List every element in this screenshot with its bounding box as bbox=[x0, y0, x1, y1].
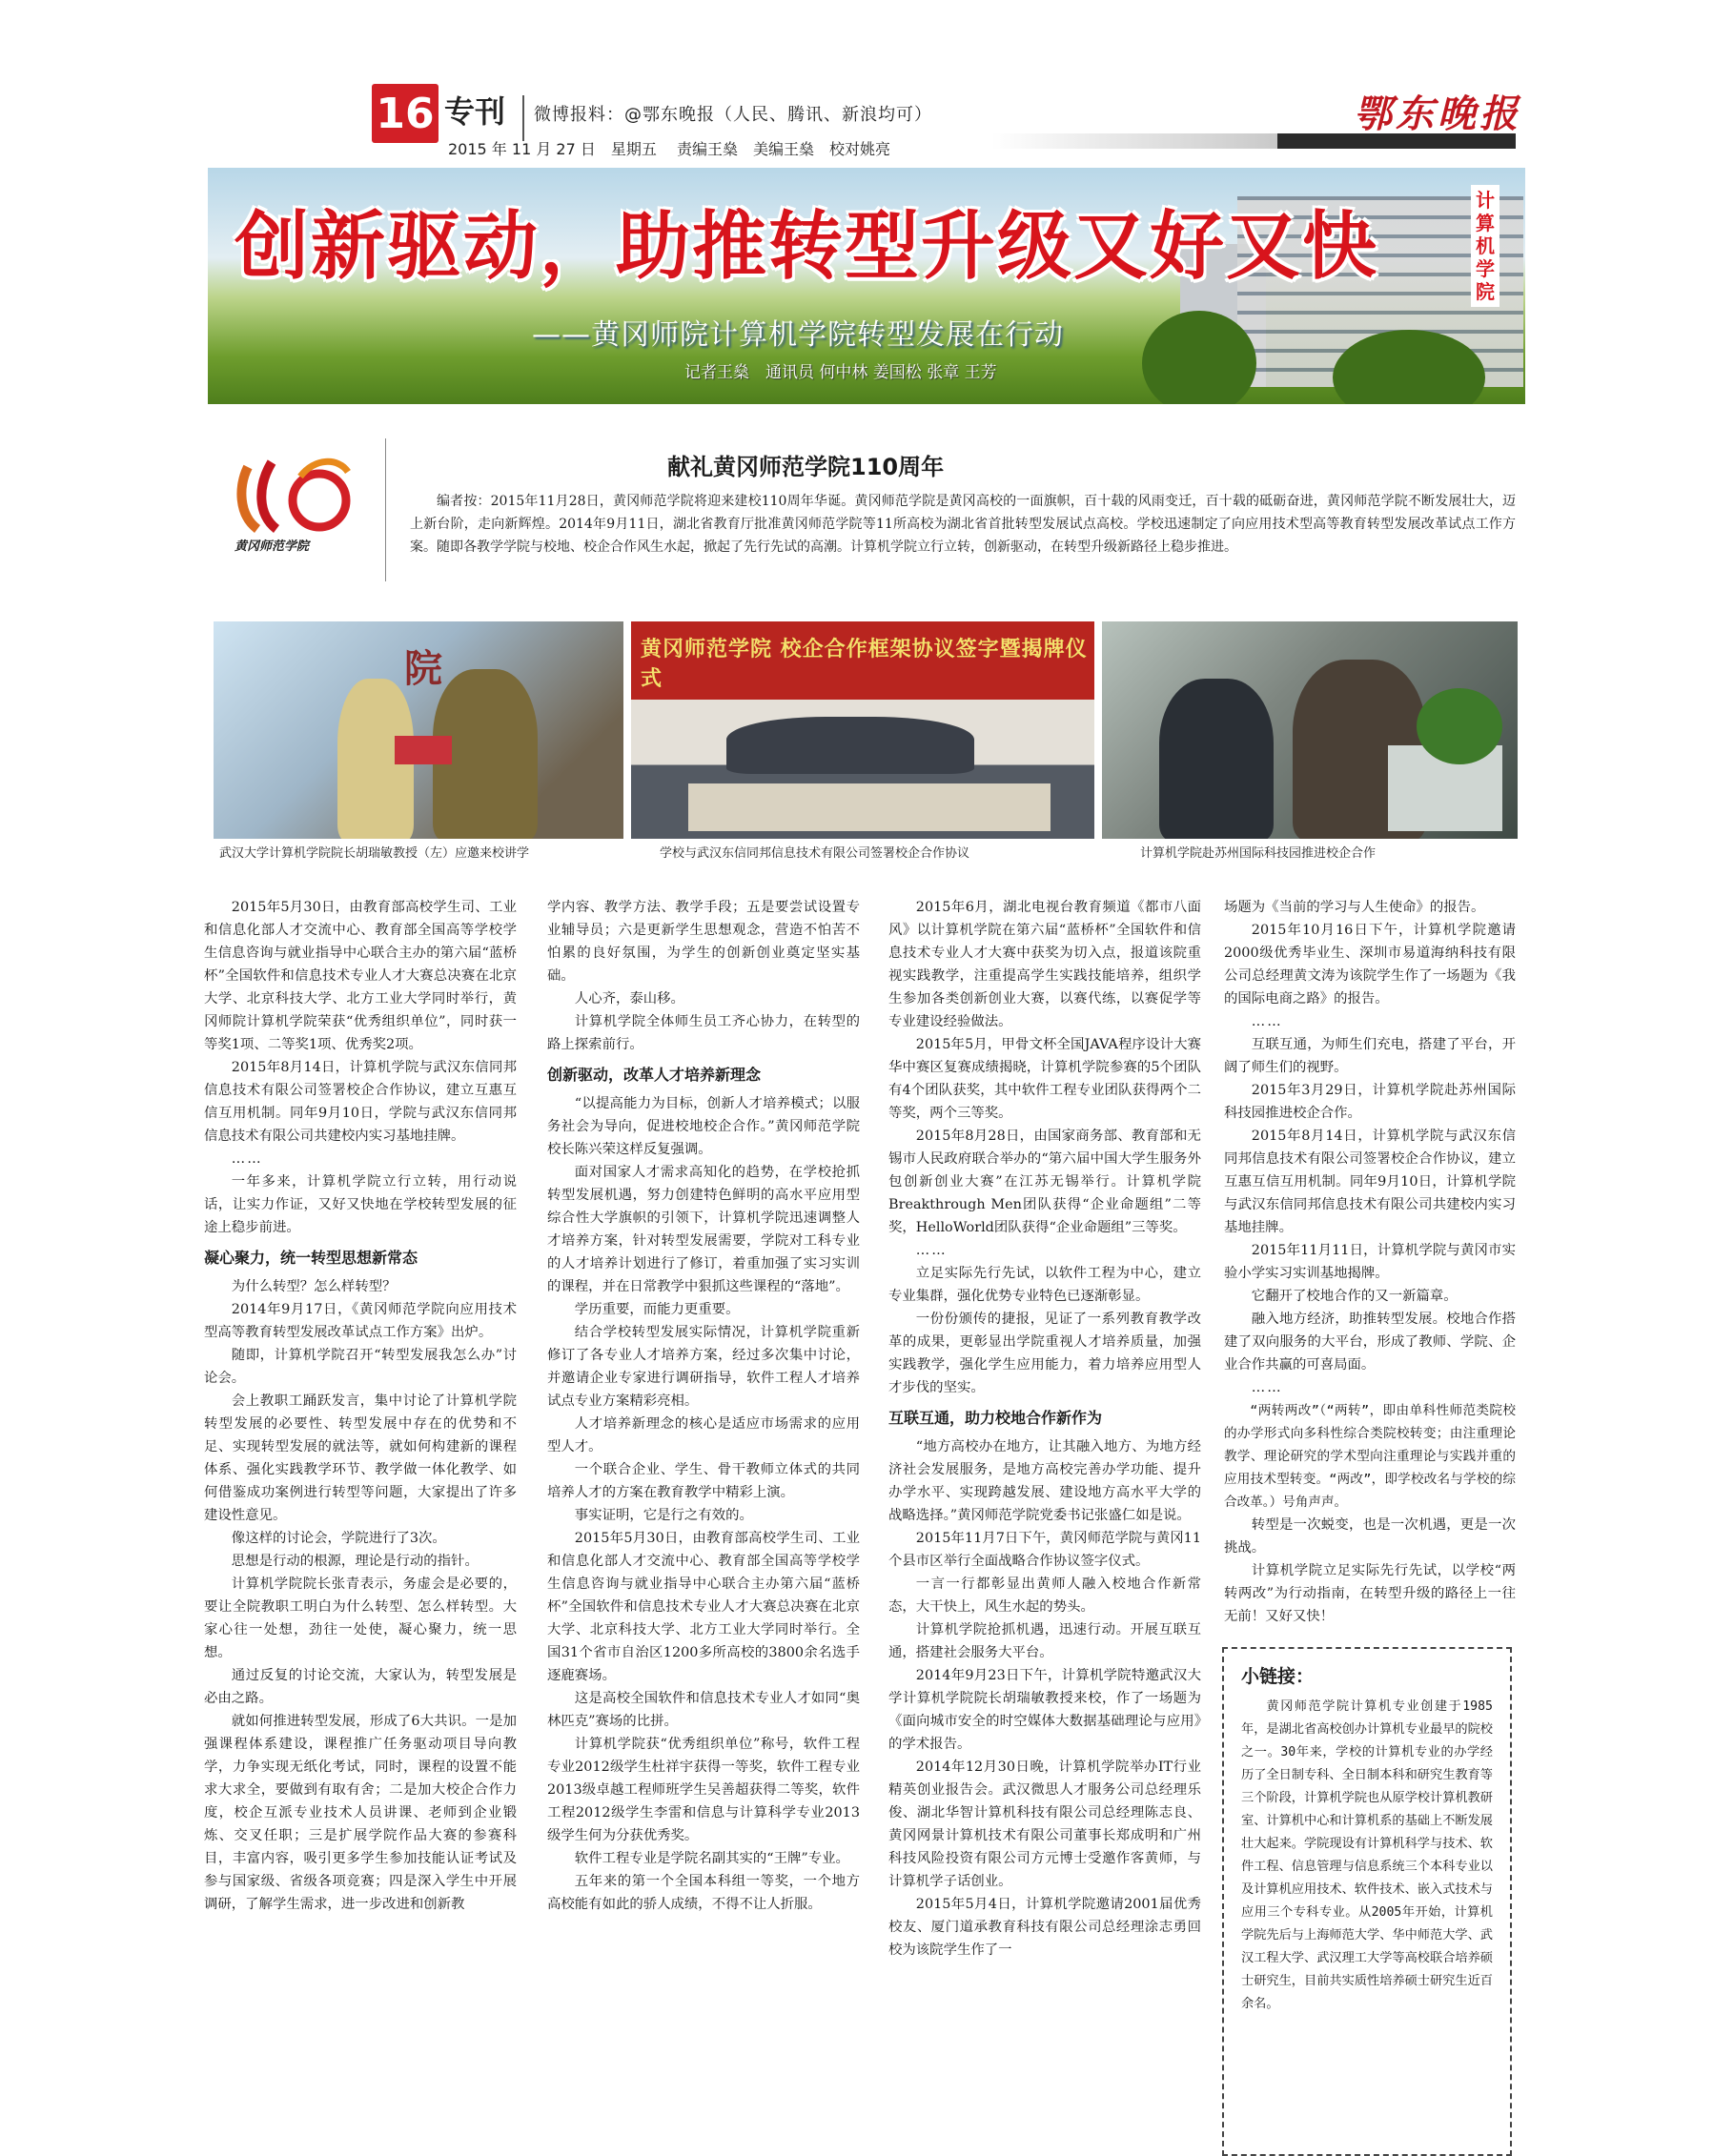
section-heading: 互联互通，助力校地合作新作为 bbox=[888, 1409, 1103, 1427]
paragraph: 计算机学院立足实际先行先试，以学校“两转两改”为行动指南，在转型升级的路径上一往无前！又好又快！ bbox=[1224, 1563, 1516, 1624]
header-divider bbox=[522, 95, 524, 141]
photo-visit bbox=[1102, 621, 1518, 839]
paragraph: 学历重要，而能力更重要。 bbox=[574, 1302, 740, 1317]
paragraph: “以提高能力为目标，创新人才培养模式；以服务社会为导向，促进校地校企合作。”黄冈师范学院校长陈兴荣这样反复强调。 bbox=[547, 1096, 860, 1157]
paragraph: 会上教职工踊跃发言，集中讨论了计算机学院转型发展的必要性、转型发展中存在的优势和不足、实现转型发展的就法等，就如何构建新的课程体系、强化实践教学环节、教学做一体化教学、如何借鉴成功案例进行转型等问题，大家提出了许多建设性意见。 bbox=[204, 1393, 517, 1523]
photo-lecture bbox=[214, 621, 623, 839]
byline: 记者王燊 通讯员 何中林 姜国松 张章 王芳 bbox=[684, 363, 997, 382]
article-column-2 bbox=[547, 896, 860, 1916]
ellipsis: …… bbox=[1251, 1380, 1283, 1395]
event-banner-text: 黄冈师范学院 校企合作框架协议签字暨揭牌仪式 bbox=[641, 638, 1088, 691]
paragraph: 2015年10月16日下午，计算机学院邀请2000级优秀毕业生、深圳市易道海纳科技有限公司总经理黄文涛为该院学生作了一场题为《我的国际电商之路》的报告。 bbox=[1224, 923, 1516, 1007]
anniversary-logo bbox=[229, 448, 372, 562]
photo-caption-3: 计算机学院赴苏州国际科技园推进校企合作 bbox=[1140, 846, 1377, 861]
paragraph: “两转两改”（“两转”，即由单科性师范类院校的办学形式向多科性综合类院校转变；由注重理论教学、理论研究的学术型向注重理论与实践并重的应用技术型转变。“两改”，即学校改名与学校的综合改革。）号角声声。 bbox=[1224, 1403, 1516, 1510]
paragraph: 2015年5月30日，由教育部高校学生司、工业和信息化部人才交流中心、教育部全国高等学校学生信息咨询与就业指导中心联合主办第六届“蓝桥杯”全国软件和信息技术专业人才大赛总决赛在北京大学、北京科技大学、北方工业大学同时举行。全国31个省市自治区1200多所高校的3800余名选手逐鹿赛场。 bbox=[547, 1531, 860, 1683]
paragraph: 2014年12月30日晚，计算机学院举办IT行业精英创业报告会。武汉微思人才服务公司总经理乐俊、湖北华智计算机科技有限公司总经理陈志良、黄冈网景计算机技术有限公司董事长郑成明和广州科技风险投资有限公司方元博士受邀作客黄师，与计算机学子话创业。 bbox=[888, 1759, 1201, 1889]
paragraph: 一个联合企业、学生、骨干教师立体式的共同培养人才的方案在教育教学中精彩上演。 bbox=[547, 1462, 860, 1500]
ellipsis: …… bbox=[915, 1243, 948, 1258]
paragraph: 2015年8月14日，计算机学院与武汉东信同邦信息技术有限公司签署校企合作协议，建立互惠互信互用机制。同年9月10日，计算机学院与武汉东信同邦信息技术有限公司共建校内实习基地挂牌。 bbox=[1224, 1129, 1516, 1235]
paragraph: 2014年9月23日下午，计算机学院特邀武汉大学计算机学院院长胡瑞敏教授来校，作了一场题为《面向城市安全的时空媒体大数据基础理论与应用》的学术报告。 bbox=[888, 1668, 1201, 1752]
photo-signing bbox=[631, 621, 1094, 839]
paragraph: 2015年8月28日，由国家商务部、教育部和无锡市人民政府联合举办的“第六届中国大学生服务外包创新创业大赛”在江苏无锡举行。计算机学院Breakthrough Men团队获得“企业命题组”二等奖，HelloWorld团队获得“企业命题组”三等奖。 bbox=[888, 1129, 1201, 1235]
weibo-line: 微博报料：@鄂东晚报（人民、腾讯、新浪均可） bbox=[534, 105, 932, 125]
paragraph: 2015年6月，湖北电视台教育频道《都市八面风》以计算机学院在第六届“蓝桥杯”全国软件和信息技术专业人才大赛中获奖为切入点，报道该院重视实践教学，注重提高学生实践技能培养，组织学生参加各类创新创业大赛，以赛代练，以赛促学等专业建设经验做法。 bbox=[888, 900, 1201, 1029]
paragraph: 随即，计算机学院召开“转型发展我怎么办”讨论会。 bbox=[204, 1348, 517, 1386]
sidebar-link-box bbox=[1222, 1647, 1512, 2156]
paragraph: 一年多来，计算机学院立行立转，用行动说话，让实力作证，又好又快地在学校转型发展的征途上稳步前进。 bbox=[204, 1174, 517, 1235]
paragraph: 2015年5月，甲骨文杯全国JAVA程序设计大赛华中赛区复赛成绩揭晓，计算机学院参赛的5个团队有4个团队获奖，其中软件工程专业团队获得两个二等奖，两个三等奖。 bbox=[888, 1037, 1201, 1121]
announcement-divider bbox=[385, 438, 386, 581]
photo-caption-1: 武汉大学计算机学院院长胡瑞敏教授（左）应邀来校讲学 bbox=[219, 846, 530, 861]
headline-banner bbox=[208, 168, 1525, 404]
paragraph: 一份份颁传的捷报，见证了一系列教育教学改革的成果，更彰显出学院重视人才培养质量，加强实践教学，强化学生应用能力，着力培养应用型人才步伐的坚实。 bbox=[888, 1312, 1201, 1395]
paragraph: 就如何推进转型发展，形成了6大共识。一是加强课程体系建设，课程推广任务驱动项目导向教学，力争实现无纸化考试，同时，课程的设置不能求大求全，要做到有取有舍；二是加大校企合作力度，校企互派专业技术人员讲课、老师到企业锻炼、交叉任职；三是扩展学院作品大赛的参赛科目，丰富内容，吸引更多学生参加技能认证考试及参与国家级、省级各项竞赛；四是深入学生中开展调研，了解学生需求，进一步改进和创新教 bbox=[204, 1714, 517, 1912]
paragraph: 结合学校转型发展实际情况，计算机学院重新修订了各专业人才培养方案，经过多次集中讨论，并邀请企业专家进行调研指导，软件工程人才培养试点专业方案精彩亮相。 bbox=[547, 1325, 860, 1409]
paragraph: 计算机学院全体师生员工齐心协力，在转型的路上探索前行。 bbox=[547, 1014, 860, 1052]
paragraph: 软件工程专业是学院名副其实的“王牌”专业。 bbox=[574, 1851, 849, 1866]
header-gradient-bar bbox=[991, 133, 1277, 149]
paragraph: 2015年3月29日，计算机学院赴苏州国际科技园推进校企合作。 bbox=[1224, 1083, 1516, 1121]
paragraph: 2014年9月17日，《黄冈师范学院向应用技术型高等教育转型发展改革试点工作方案》出炉。 bbox=[204, 1302, 517, 1340]
signing-table bbox=[688, 783, 1051, 831]
paragraph: 面对国家人才需求高知化的趋势，在学校抢抓转型发展机遇，努力创建特色鲜明的高水平应用型综合性大学旗帜的引领下，计算机学院迅速调整人才培养方案，针对转型发展需要，学院对工科专业的人才培养计划进行了修订，着重加强了实习实训的课程，并在日常教学中狠抓这些课程的“落地”。 bbox=[547, 1165, 860, 1294]
section-heading: 创新驱动，改革人才培养新理念 bbox=[547, 1066, 762, 1084]
paragraph: 计算机学院抢抓机遇，迅速行动。开展互联互通，搭建社会服务大平台。 bbox=[888, 1622, 1201, 1660]
paragraph: 场题为《当前的学习与人生使命》的报告。 bbox=[1224, 900, 1485, 915]
paragraph: 五年来的第一个全国本科组一等奖，一个地方高校能有如此的骄人成绩，不得不让人折服。 bbox=[547, 1874, 860, 1912]
newspaper-logo: 鄂东晚报 bbox=[1354, 92, 1521, 136]
page-number: 16 bbox=[372, 84, 439, 143]
paragraph: 2015年11月11日，计算机学院与黄冈市实验小学实习实训基地揭牌。 bbox=[1224, 1243, 1516, 1281]
paragraph: 事实证明，它是行之有效的。 bbox=[574, 1508, 753, 1523]
paragraph: 立足实际先行先试，以软件工程为中心，建立专业集群，强化优势专业特色已逐渐彰显。 bbox=[888, 1266, 1201, 1304]
paragraph: 人才培养新理念的核心是适应市场需求的应用型人才。 bbox=[547, 1416, 860, 1454]
headline-subtitle: ——黄冈师院计算机学院转型发展在行动 bbox=[532, 318, 1064, 352]
paragraph: 计算机学院院长张青表示，务虚会是必要的，要让全院教职工明白为什么转型、怎么样转型。大家心往一处想，劲往一处使，凝心聚力，统一思想。 bbox=[204, 1576, 517, 1660]
building-sign: 计算机学院 bbox=[1471, 185, 1499, 307]
paragraph: “地方高校办在地方，让其融入地方、为地方经济社会发展服务，是地方高校完善办学功能、提升办学水平、实现跨越发展、建设地方高水平大学的战略选择。”黄冈师范学院党委书记张盛仁如是说。 bbox=[888, 1439, 1201, 1523]
paragraph: 它翻开了校地合作的又一新篇章。 bbox=[1251, 1289, 1458, 1304]
certificate bbox=[395, 736, 452, 764]
section-heading: 凝心聚力，统一转型思想新常态 bbox=[204, 1249, 418, 1267]
section-name: 专刊 bbox=[444, 93, 506, 130]
paragraph: 2015年5月4日，计算机学院邀请2001届优秀校友、厦门道承教育科技有限公司总经理涂志勇回校为该院学生作了一 bbox=[888, 1897, 1201, 1958]
paragraph: 融入地方经济，助推转型发展。校地合作搭建了双向服务的大平台，形成了教师、学院、企业合作共赢的可喜局面。 bbox=[1224, 1312, 1516, 1373]
article-column-4 bbox=[1224, 896, 1516, 1628]
photo-caption-2: 学校与武汉东信同邦信息技术有限公司签署校企合作协议 bbox=[660, 846, 970, 861]
paragraph: 2015年11月7日下午，黄冈师范学院与黄冈11个县市区举行全面战略合作协议签字仪式。 bbox=[888, 1531, 1201, 1569]
ellipsis: …… bbox=[1251, 1014, 1283, 1029]
paragraph: 2015年8月14日，计算机学院与武汉东信同邦信息技术有限公司签署校企合作协议，建立互惠互信互用机制。同年9月10日，学院与武汉东信同邦信息技术有限公司共建校内实习基地挂牌。 bbox=[204, 1060, 517, 1144]
people-group bbox=[1159, 679, 1274, 839]
paragraph: 转型是一次蜕变，也是一次机遇，更是一次挑战。 bbox=[1224, 1517, 1516, 1556]
paragraph: 思想是行动的根源，理论是行动的指针。 bbox=[231, 1554, 479, 1569]
paragraph: 学内容、教学方法、教学手段；五是要尝试设置专业辅导员；六是更新学生思想观念，营造不怕苦不怕累的良好氛围，为学生的创新创业奠定坚实基础。 bbox=[547, 900, 860, 984]
announcement-title: 献礼黄冈师范学院110周年 bbox=[667, 454, 945, 480]
paragraph: 计算机学院获“优秀组织单位”称号，软件工程专业2012级学生杜祥宇获得一等奖，软件工程专业2013级卓越工程师班学生吴善超获得二等奖，软件工程2012级学生李雷和信息与计算科学专业2013级学生何为分获优秀奖。 bbox=[547, 1737, 860, 1843]
ellipsis: …… bbox=[231, 1151, 263, 1167]
article-column-3 bbox=[888, 896, 1201, 1962]
paragraph: 像这样的讨论会，学院进行了3次。 bbox=[231, 1531, 446, 1546]
paragraph: 通过反复的讨论交流，大家认为，转型发展是必由之路。 bbox=[204, 1668, 517, 1706]
link-box-body: 黄冈师范学院计算机专业创建于1985年，是湖北省高校创办计算机专业最早的院校之一。30年来，学校的计算机专业的办学经历了全日制专科、全日制本科和研究生教育等三个阶段，计算机学院也从原学校计算机教研室、计算机中心和计算机系的基础上不断发展壮大起来。学院现设有计算机科学与技术、软件工程、信息管理与信息系统三个本科专业以及计算机应用技术、软件技术、嵌入式技术与应用三个专科专业。从2005年开始，计算机学院先后与上海师范大学、华中师范大学、武汉工程大学、武汉理工大学等高校联合培养硕士研究生，目前共实质性培养硕士研究生近百余名。 bbox=[1241, 1699, 1493, 2011]
paragraph: 一言一行都彰显出黄师人融入校地合作新常态，大干快上，风生水起的势头。 bbox=[888, 1576, 1201, 1615]
paragraph: 人心齐，泰山移。 bbox=[574, 991, 684, 1007]
editor-note: 编者按：2015年11月28日，黄冈师范学院将迎来建校110周年华诞。黄冈师范学院是黄冈高校的一面旗帜，百十载的风雨变迁，百十载的砥砺奋进，黄冈师范学院不断发展壮大，迈上新台阶，走向新辉煌。2014年9月11日，湖北省教育厅批准黄冈师范学院等11所高校为湖北省首批转型发展试点高校。学校迅速制定了向应用技术型高等教育转型发展改革试点工作方案。随即各教学学院与校地、校企合作风生水起，掀起了先行先试的高潮。计算机学院立行立转，创新驱动，在转型升级新路径上稳步推进。 bbox=[410, 494, 1516, 555]
paragraph: 互联互通，为师生们充电，搭建了平台，开阔了师生们的视野。 bbox=[1224, 1037, 1516, 1075]
people-row bbox=[726, 717, 974, 774]
photo-sign-text: 院 bbox=[404, 646, 442, 691]
date-line: 2015 年 11 月 27 日 星期五 责编王燊 美编王燊 校对姚亮 bbox=[448, 140, 890, 158]
link-box-title: 小链接： bbox=[1241, 1666, 1315, 1687]
paragraph: 为什么转型？怎么样转型？ bbox=[231, 1279, 397, 1294]
paragraph: 这是高校全国软件和信息技术专业人才如同“奥林匹克”赛场的比拼。 bbox=[547, 1691, 860, 1729]
headline-title: 创新驱动，助推转型升级又好又快 bbox=[235, 204, 1379, 290]
paragraph: 2015年5月30日，由教育部高校学生司、工业和信息化部人才交流中心、教育部全国高等学校学生信息咨询与就业指导中心联合主办的第六届“蓝桥杯”全国软件和信息技术专业人才大赛总决赛在北京大学、北京科技大学、北方工业大学同时举行，黄冈师院计算机学院荣获“优秀组织单位”，同时获一等奖1项、二等奖1项、优秀奖2项。 bbox=[204, 900, 517, 1052]
plant bbox=[1417, 688, 1502, 764]
article-column-1 bbox=[204, 896, 517, 1916]
logo-caption: 黄冈师范学院 bbox=[235, 539, 310, 554]
